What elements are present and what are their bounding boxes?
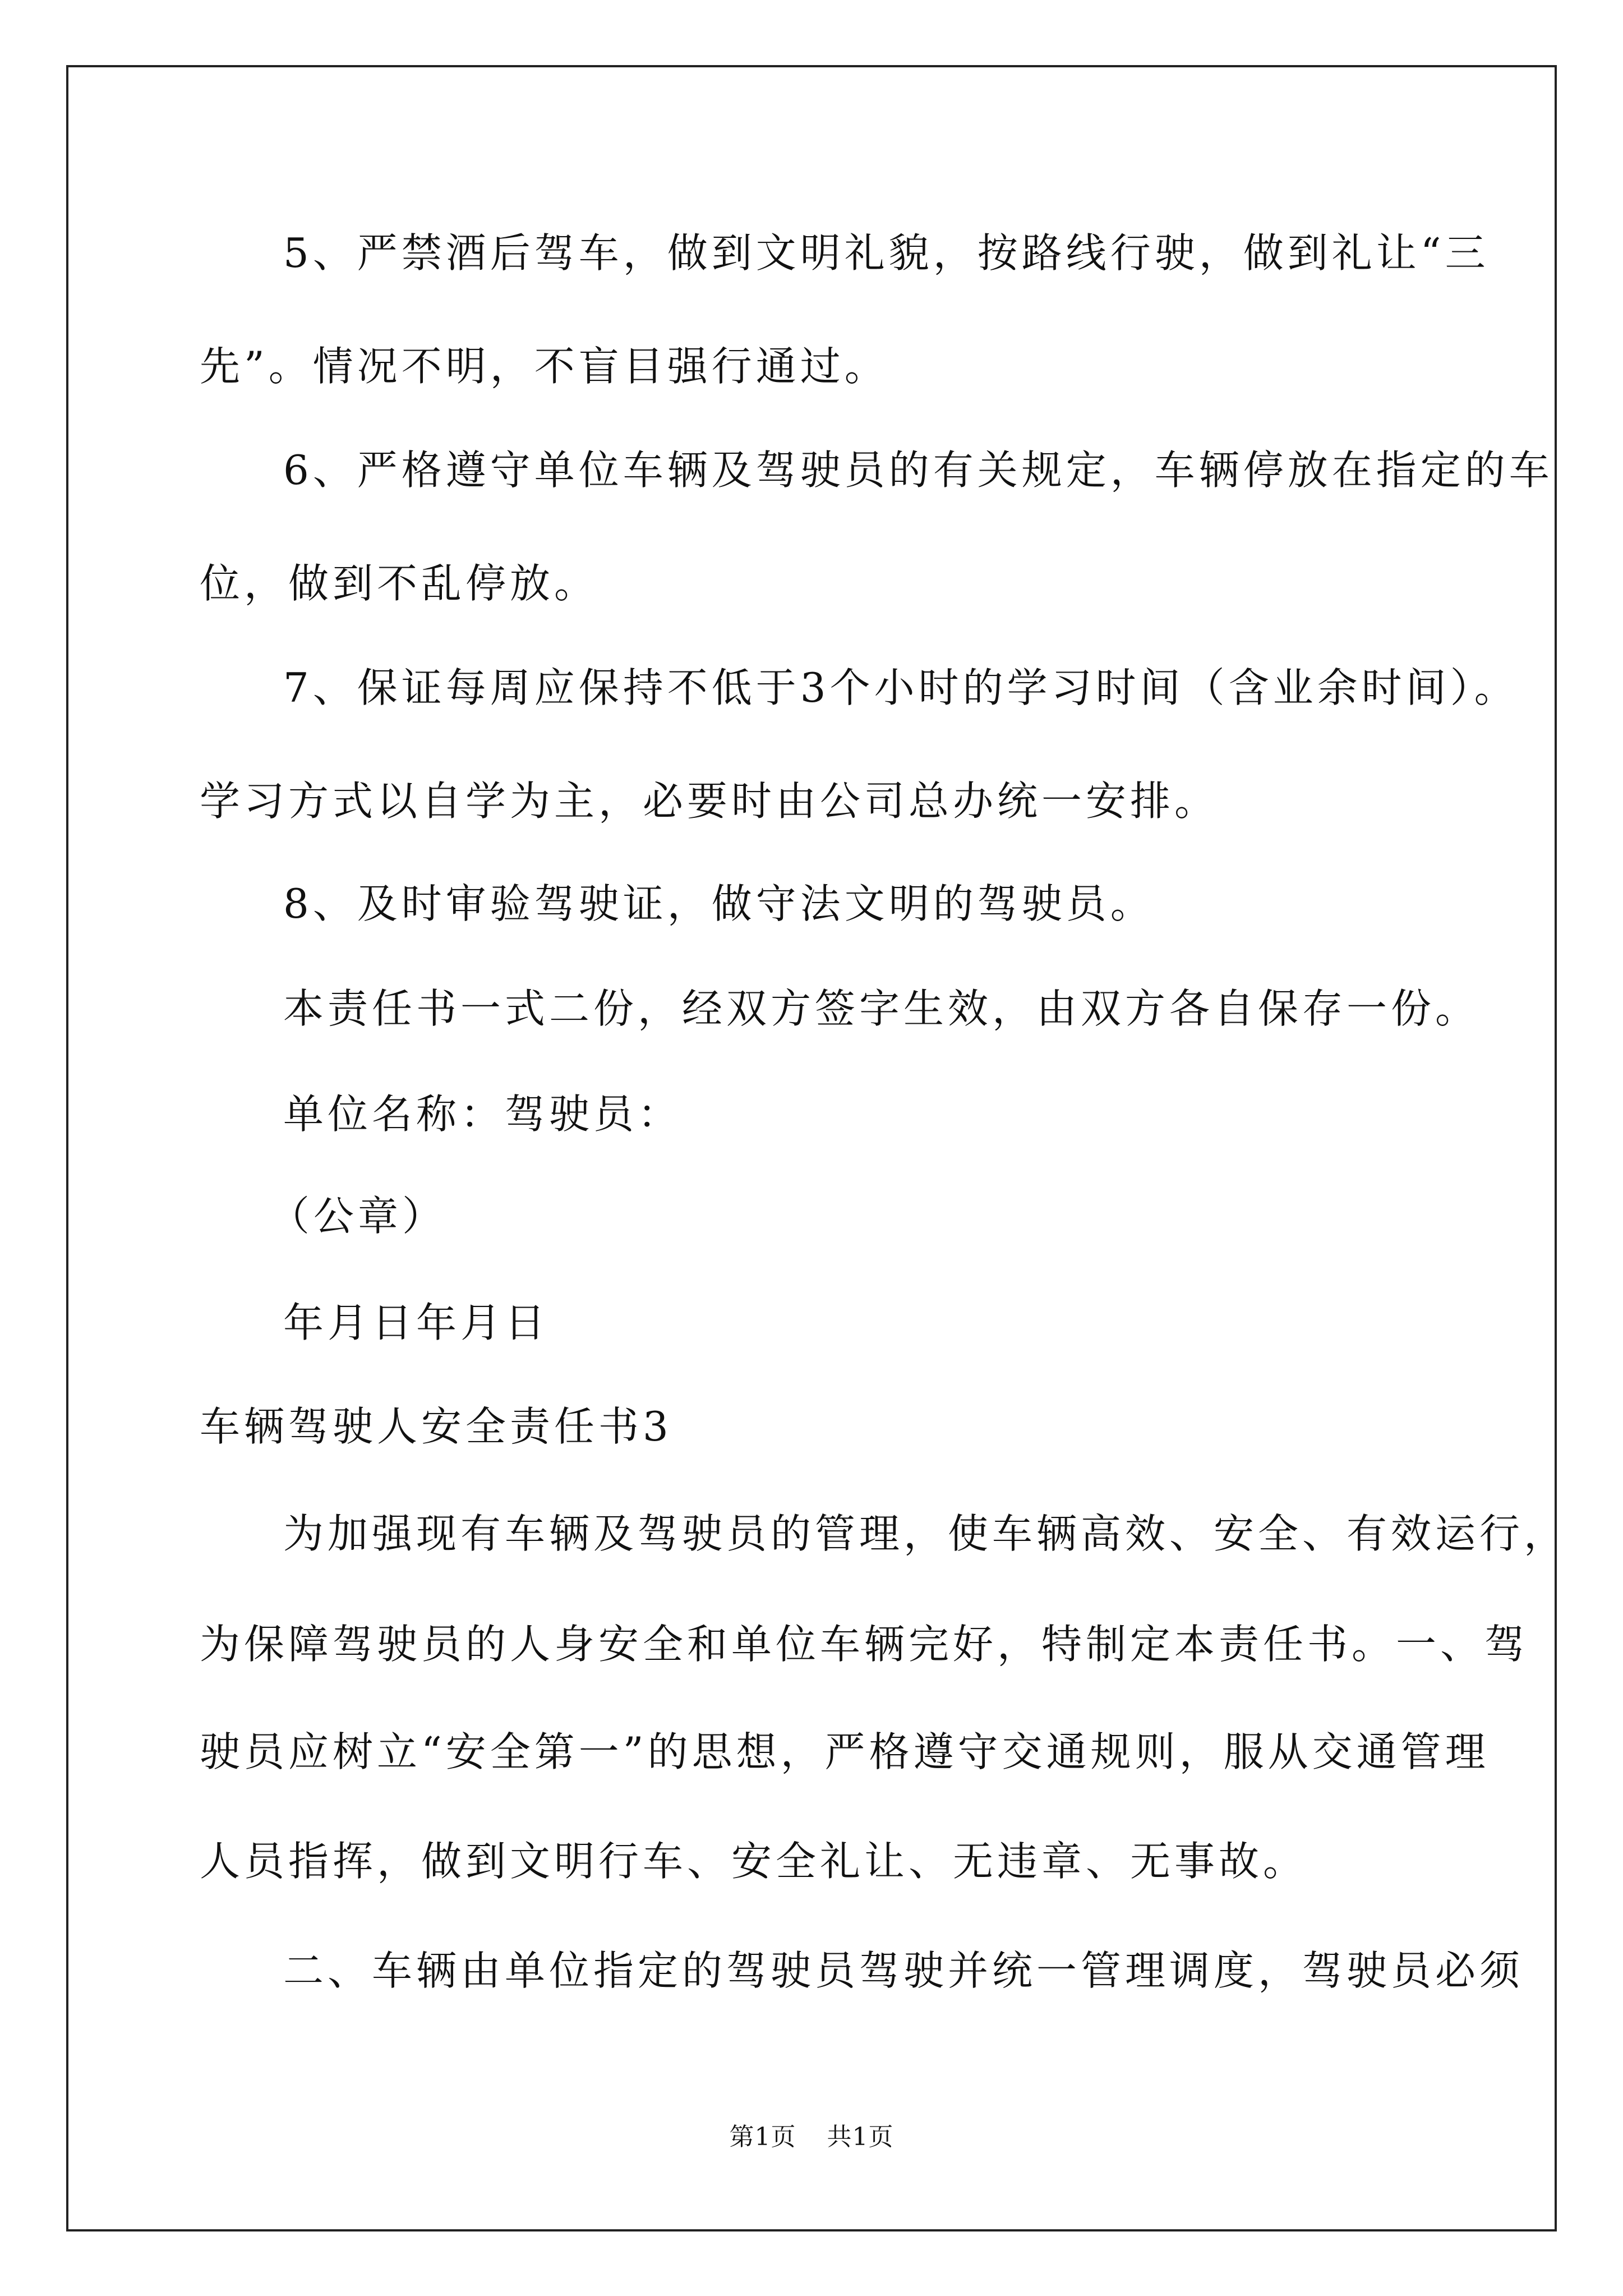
paragraph-line: 为加强现有车辆及驾驶员的管理，使车辆高效、安全、有效运行， (283, 1510, 1569, 1557)
paragraph-line: 5、严禁酒后驾车，做到文明礼貌，按路线行驶，做到礼让“三 (283, 229, 1490, 277)
section-title: 车辆驾驶人安全责任书3 (200, 1403, 672, 1450)
paragraph-line: 驶员应树立“安全第一”的思想，严格遵守交通规则，服从交通管理 (200, 1728, 1490, 1775)
paragraph-line: 位，做到不乱停放。 (200, 560, 599, 607)
signature-label: 单位名称：驾驶员： (283, 1091, 683, 1138)
paragraph-line: 8、及时审验驾驶证，做守法文明的驾驶员。 (283, 880, 1155, 927)
page-footer (0, 2120, 1623, 2154)
paragraph-line: 为保障驾驶员的人身安全和单位车辆完好，特制定本责任书。一、驾 (200, 1621, 1529, 1668)
paragraph-line: 二、车辆由单位指定的驾驶员驾驶并统一管理调度，驾驶员必须 (283, 1947, 1524, 1994)
paragraph-line: 学习方式以自学为主，必要时由公司总办统一安排。 (200, 777, 1219, 825)
paragraph-line: 人员指挥，做到文明行车、安全礼让、无违章、无事故。 (200, 1838, 1308, 1885)
date-label: 年月日年月日 (283, 1299, 550, 1346)
page-number: 第1页 (729, 2123, 796, 2151)
page-total: 共1页 (827, 2123, 894, 2151)
seal-label: （公章） (269, 1193, 447, 1240)
paragraph-line: 先”。情况不明，不盲目强行通过。 (200, 343, 889, 390)
paragraph-line: 6、严格遵守单位车辆及驾驶员的有关规定，车辆停放在指定的车 (283, 447, 1553, 494)
paragraph-line: 本责任书一式二份，经双方签字生效，由双方各自保存一份。 (283, 985, 1480, 1032)
paragraph-line: 7、保证每周应保持不低于3个小时的学习时间（含业余时间）。 (283, 664, 1519, 711)
